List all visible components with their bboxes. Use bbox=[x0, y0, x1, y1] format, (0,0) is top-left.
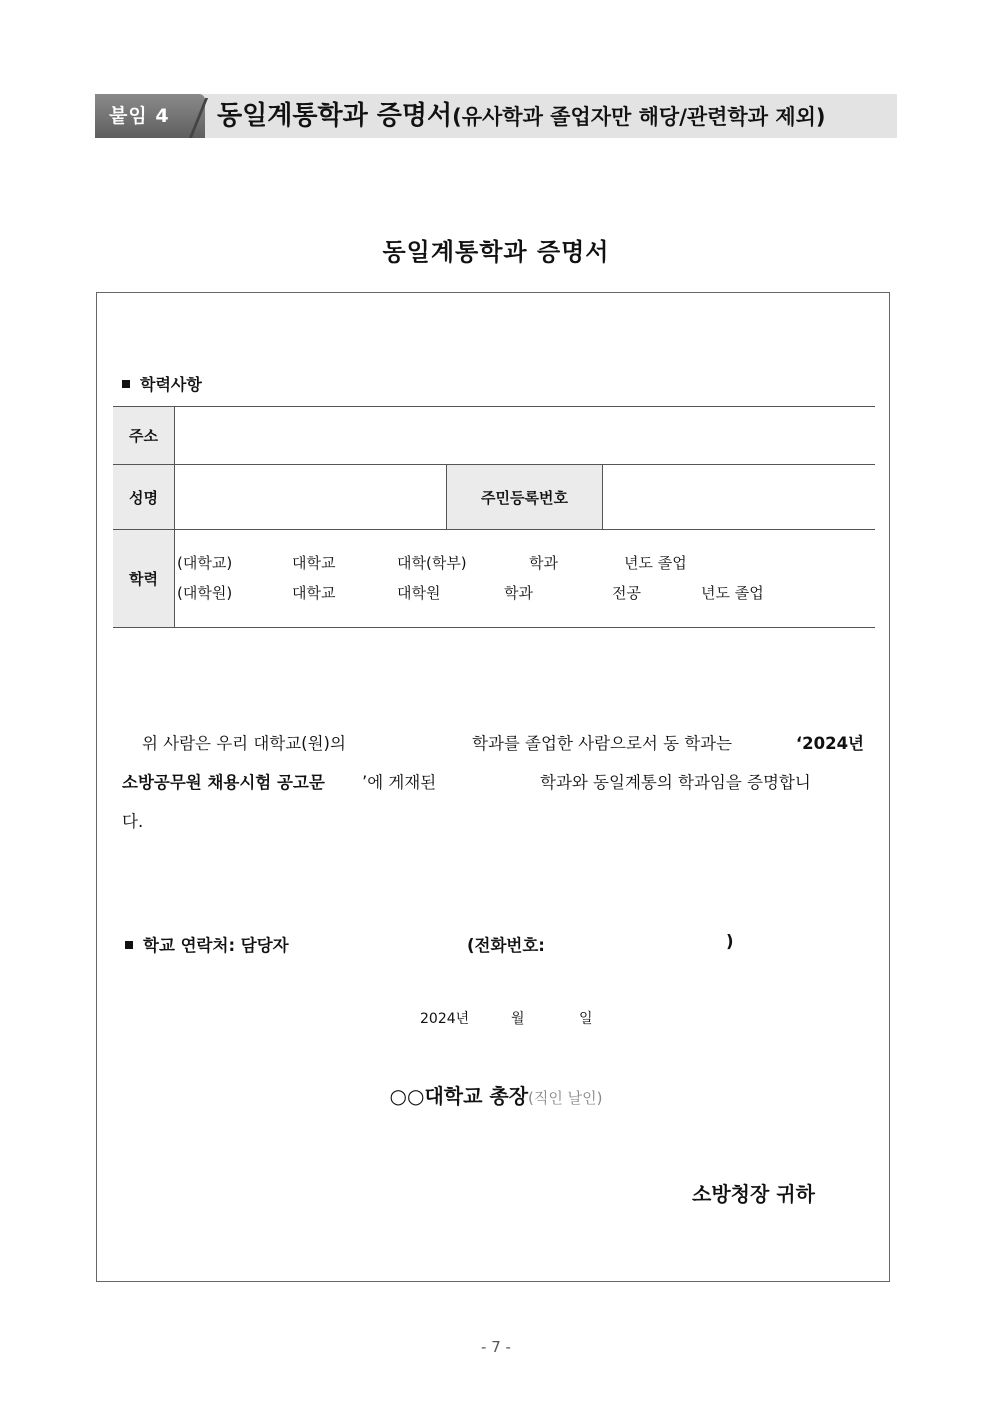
graduate-univ: 대학교 bbox=[292, 584, 336, 602]
signer-seal-note: (직인 날인) bbox=[528, 1089, 603, 1107]
graduate-school: 대학원 bbox=[397, 584, 441, 602]
banner-subtitle: (유사학과 졸업자만 해당/관련학과 제외) bbox=[452, 105, 826, 129]
statement-bold-ref: 소방공무원 채용시험 공고문 bbox=[122, 773, 325, 792]
education-table bbox=[113, 406, 875, 628]
recipient: 소방청장 귀하 bbox=[692, 1182, 815, 1206]
appendix-tag: 붙임 4 bbox=[95, 94, 205, 138]
undergrad-grad: 년도 졸업 bbox=[624, 554, 687, 572]
statement-end: 다. bbox=[122, 812, 144, 831]
statement-line-2 bbox=[122, 763, 864, 802]
undergrad-univ: 대학교 bbox=[292, 554, 336, 572]
education-heading bbox=[122, 372, 202, 395]
square-bullet-icon bbox=[125, 941, 133, 949]
statement-line-1 bbox=[122, 724, 864, 763]
statement-part-4: 학과와 동일계통의 학과임을 증명합니 bbox=[540, 773, 811, 792]
address-field[interactable] bbox=[175, 407, 876, 465]
undergrad-dept: 학과 bbox=[529, 554, 558, 572]
address-row bbox=[113, 407, 875, 465]
certification-statement bbox=[122, 724, 864, 841]
education-label: 학력 bbox=[113, 530, 175, 628]
graduate-dept: 학과 bbox=[504, 584, 533, 602]
contact-phone-close: ) bbox=[726, 932, 734, 951]
graduate-type: (대학원) bbox=[177, 584, 233, 602]
education-field[interactable] bbox=[175, 530, 876, 628]
undergrad-line bbox=[175, 548, 875, 578]
name-row bbox=[113, 465, 875, 530]
name-label: 성명 bbox=[113, 465, 175, 530]
education-row bbox=[113, 530, 875, 628]
date-month: 월 bbox=[511, 1011, 525, 1027]
undergrad-type: (대학교) bbox=[177, 554, 233, 572]
rrn-label: 주민등록번호 bbox=[447, 465, 603, 530]
undergrad-college: 대학(학부) bbox=[397, 554, 467, 572]
graduate-grad: 년도 졸업 bbox=[701, 584, 764, 602]
signer-name: ○○대학교 총장 bbox=[389, 1084, 529, 1108]
statement-line-3 bbox=[122, 802, 864, 841]
graduate-major: 전공 bbox=[612, 584, 641, 602]
name-field[interactable] bbox=[175, 465, 447, 530]
date-day: 일 bbox=[579, 1011, 593, 1027]
document-title: 동일계통학과 증명서 bbox=[382, 238, 610, 266]
contact-label: 학교 연락처: 담당자 bbox=[143, 936, 289, 955]
education-heading-text: 학력사항 bbox=[140, 375, 202, 394]
statement-part-1: 위 사람은 우리 대학교(원)의 bbox=[142, 734, 346, 753]
banner-title-main: 동일계통학과 증명서 bbox=[217, 101, 453, 131]
contact-phone-label: (전화번호: bbox=[467, 936, 545, 955]
appendix-banner bbox=[95, 94, 897, 138]
graduate-line bbox=[175, 578, 875, 608]
date-year: 2024년 bbox=[420, 1011, 470, 1027]
rrn-field[interactable] bbox=[603, 465, 876, 530]
address-label: 주소 bbox=[113, 407, 175, 465]
statement-bold-start: ‘2024년 bbox=[795, 734, 864, 753]
signer-line bbox=[0, 1080, 992, 1109]
square-bullet-icon bbox=[122, 380, 130, 388]
contact-line bbox=[125, 932, 289, 956]
page-number: - 7 - bbox=[481, 1338, 511, 1356]
statement-part-3: ’에 게재된 bbox=[362, 773, 437, 792]
statement-part-2: 학과를 졸업한 사람으로서 동 학과는 bbox=[472, 734, 733, 753]
banner-title bbox=[217, 94, 825, 138]
